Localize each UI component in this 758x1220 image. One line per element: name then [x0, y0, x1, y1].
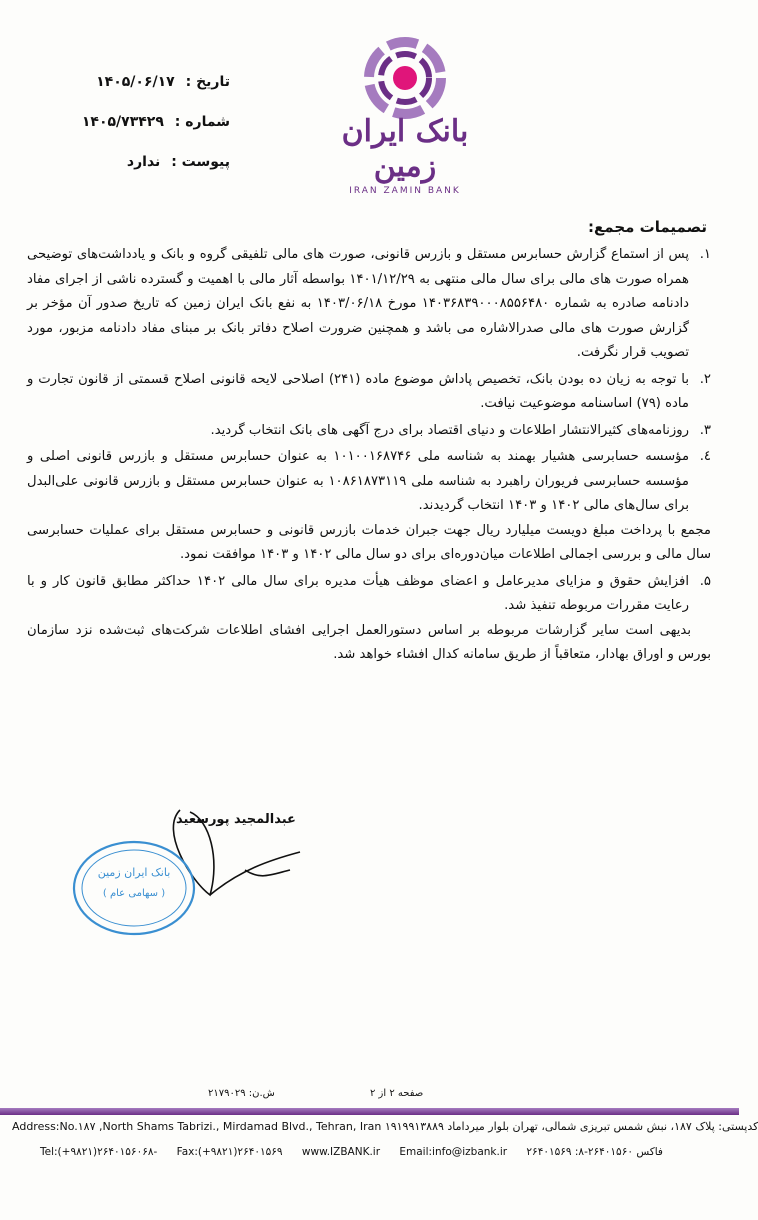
list-item	[27, 445, 711, 568]
stamp-line1: بانک ایران زمین	[97, 866, 171, 879]
item-number: ۱.	[699, 247, 711, 262]
address-fa: کدپستی: پلاک ۱۸۷، نبش شمس تبریزی شمالی، تهران بلوار میرداماد	[447, 1120, 758, 1133]
item-number: ۵.	[699, 573, 711, 589]
list-item	[27, 570, 711, 668]
footer-address	[12, 1120, 758, 1133]
date-value: ۱۴۰۵/۰۶/۱۷	[96, 74, 175, 90]
item-text: افزایش حقوق و مزایای مدیرعامل و اعضای موظف هیأت مدیره برای سال مالی ۱۴۰۲ حداکثر مطابق قانون کار و با رعایت مقررات مربوطه تنفیذ شد.	[27, 573, 690, 613]
attachment-row	[70, 154, 230, 194]
number-label: شماره :	[174, 114, 230, 130]
bank-emblem-icon	[365, 38, 445, 118]
address-en: Address:No.۱۸۷ ,North Shams Tabrizi., Mirdamad Blvd., Tehran, Iran ۱۹۱۹۹۱۳۸۸۹	[12, 1120, 444, 1133]
bank-stamp-icon	[70, 838, 198, 938]
footer-fa-phones: ۲۶۴۰۱۵۶۹ :فاکس ۲۶۴۰۱۵۶۰-۸	[526, 1146, 663, 1158]
item-number: ٤.	[699, 449, 711, 464]
item-number: ۳.	[699, 422, 711, 438]
list-item	[27, 419, 711, 444]
page-number: صفحه ۲ از ۲	[370, 1088, 424, 1099]
section-title: تصمیمات مجمع:	[588, 218, 707, 236]
registration-number: ش.ن: ۲۱۷۹۰۲۹	[208, 1088, 275, 1099]
footer-tel: Tel:(+۹۸۲۱)۲۶۴۰۱۵۶۰۶۸-	[40, 1146, 158, 1158]
signer-name: عبدالمجید پورسعید	[176, 812, 296, 827]
letter-header	[70, 74, 230, 194]
item-text: روزنامه‌های کثیرالانتشار اطلاعات و دنیای اقتصاد برای درج آگهی های بانک انتخاب گردید.	[210, 422, 689, 438]
footer-email[interactable]: Email:info@izbank.ir	[399, 1146, 508, 1158]
footer-fax: Fax:(+۹۸۲۱)۲۶۴۰۱۵۶۹	[176, 1146, 283, 1158]
attachment-value: ندارد	[126, 154, 161, 170]
item-text: پس از استماع گزارش حسابرس مستقل و بازرس قانونی، صورت های مالی تلفیقی گروه و بانک و یادداشت‌های توضیحی همراه صورت های مالی برای سال مالی منتهی به ۱۴۰۱/۱۲/۲۹ بواسطه آثار مالی با اهمیت و گسترده ناشی از اجرای مفاد دادنامه صادره به شماره ۱۴۰۳۶۸۳۹۰۰۰۸۵۵۶۴۸۰ مورخ ۱۴۰۳/۰۶/۱۸ به نفع بانک ایران زمین که تاریخ صدور آن مؤخر بر گزارش صورت های مالی صدرالاشاره می باشد و همچنین ضرورت اصلاح دفاتر بانک بر مبنای مفاد دادنامه مزبور، مورد تصویب قرار نگرفت.	[27, 247, 690, 360]
attachment-label: پیوست :	[171, 154, 230, 170]
item-text: مؤسسه حسابرسی هشیار بهمند به شناسه ملی ۱۰۱۰۰۱۶۸۷۴۶ به عنوان حسابرس مستقل و بازرس قانونی اصلی و مؤسسه حسابرسی فریوران راهبرد به شناسه ملی ۱۰۸۶۱۸۷۳۱۱۹ به عنوان حسابرس مستقل و بازرس قانونی علی‌البدل برای سال‌های مالی ۱۴۰۲ و ۱۴۰۳ انتخاب گردیدند.	[27, 449, 690, 513]
list-item	[27, 368, 711, 417]
item-number: ۲.	[699, 371, 711, 387]
bank-name-en: IRAN ZAMIN BANK	[349, 186, 461, 196]
number-row	[70, 114, 230, 154]
decisions-list	[27, 243, 711, 670]
list-item	[27, 243, 711, 366]
item-text: بدیهی است سایر گزارشات مربوطه بر اساس دستورالعمل اجرایی افشای اطلاعات شرکت‌های ثبت‌شده نزد سازمان بورس و اوراق بهادار، متعاقباً از طریق سامانه کدال افشاء خواهد شد.	[27, 622, 711, 662]
item-text: مجمع با پرداخت مبلغ دویست میلیارد ریال جهت جبران خدمات بازرس قانونی و حسابرس مستقل برای عملیات حسابرسی سال مالی و بررسی اجمالی اطلاعات میان‌دوره‌ای برای دو سال مالی ۱۴۰۲ و ۱۴۰۳ موافقت نمود.	[27, 522, 711, 562]
number-value: ۱۴۰۵/۷۳۴۲۹	[81, 114, 164, 130]
footer-divider	[0, 1108, 739, 1115]
footer-contact	[40, 1146, 739, 1158]
stamp-line2: ( سهامی عام )	[102, 888, 166, 899]
date-label: تاریخ :	[185, 74, 230, 90]
bank-logo	[325, 38, 485, 196]
date-row	[70, 74, 230, 114]
item-text: با توجه به زیان ده بودن بانک، تخصیص پاداش موضوع ماده (۲۴۱) اصلاحی لایحه قانونی اصلاح قسمتی از قانون تجارت و ماده (۷۹) اساسنامه موضوعیت نیافت.	[27, 371, 689, 411]
footer-web[interactable]: www.IZBANK.ir	[301, 1146, 381, 1158]
bank-name-fa: بانک ایران زمین	[341, 114, 469, 184]
